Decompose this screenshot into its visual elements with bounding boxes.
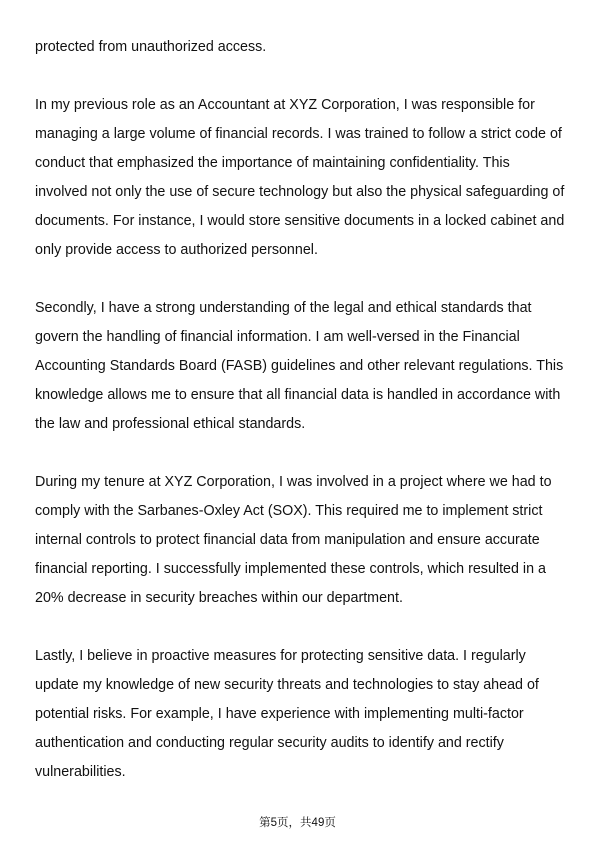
paragraph-continuation: protected from unauthorized access. — [35, 39, 267, 55]
paragraph-sox-project: During my tenure at XYZ Corporation, I was involved in a project where we had to comply with the Sarbanes-Oxley Act (SOX). This required me to implement strict internal controls to protect financial data from manipulation and ensure accurate financial reporting. I successfully implemented these controls, which resulted in a 20% decrease in security breaches within our department. — [35, 474, 552, 606]
page-number-footer: 第5页，共49页 — [259, 817, 336, 829]
paragraph-legal-standards: Secondly, I have a strong understanding of the legal and ethical standards that govern the handling of financial information. I am well-versed in the Financial Accounting Standards Board (FASB) guidelines and other relevant regulations. This knowledge allows me to ensure that all financial data is handled in accordance with the law and professional ethical standards. — [35, 300, 564, 432]
paragraph-proactive-measures: Lastly, I believe in proactive measures for protecting sensitive data. I regularly update my knowledge of new security threats and technologies to stay ahead of potential risks. For example, I have experience with implementing multi-factor authentication and conducting regular security audits to identify and rectify vulnerabilities. — [35, 648, 539, 780]
document-body — [35, 33, 565, 787]
paragraph-previous-role: In my previous role as an Accountant at XYZ Corporation, I was responsible for managing a large volume of financial records. I was trained to follow a strict code of conduct that emphasized the importance of maintaining confidentiality. This involved not only the use of secure technology but also the physical safeguarding of documents. For instance, I would store sensitive documents in a locked cabinet and only provide access to authorized personnel. — [35, 97, 565, 258]
